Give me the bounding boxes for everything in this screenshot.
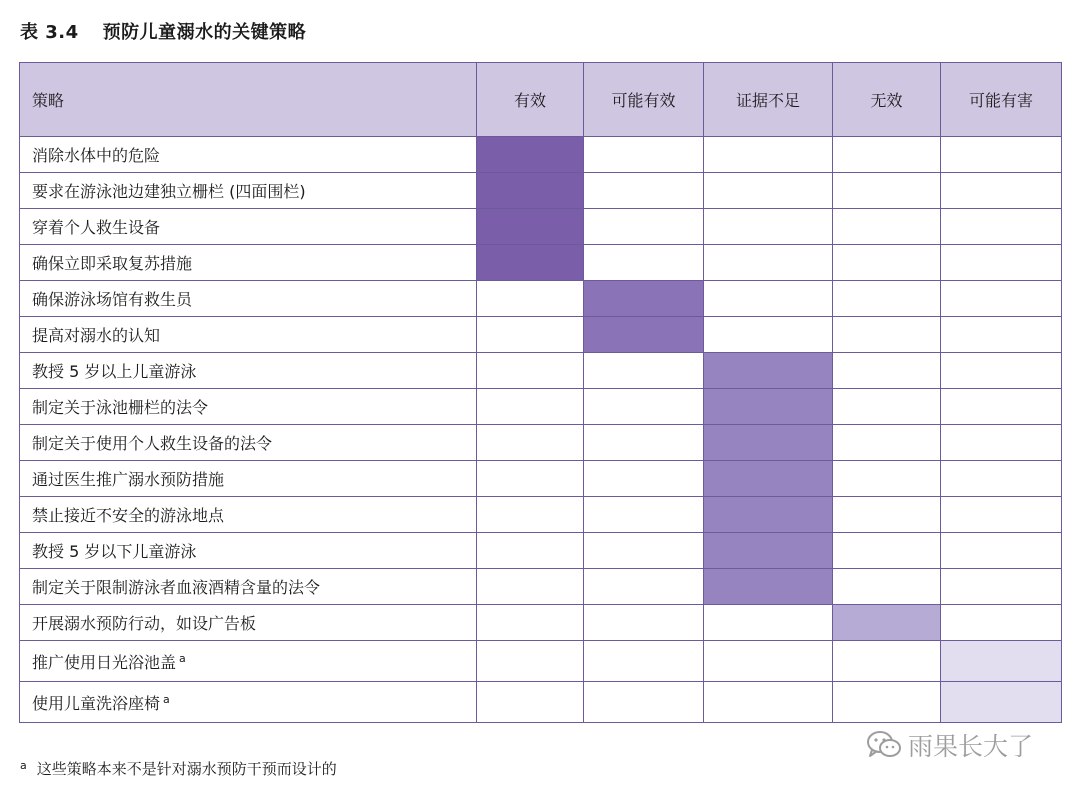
rating-cell [477, 682, 584, 723]
footnote-mark: a [20, 759, 27, 772]
rating-cell [584, 245, 704, 281]
table-row [20, 281, 1062, 317]
footnote-text: 这些策略本来不是针对溺水预防干预而设计的 [36, 760, 337, 778]
table-body [20, 137, 1062, 723]
rating-cell [941, 137, 1062, 173]
table-row [20, 389, 1062, 425]
rating-cell [477, 317, 584, 353]
rating-cell [833, 461, 941, 497]
watermark-text: 雨果长大了 [908, 732, 1034, 761]
rating-cell [833, 425, 941, 461]
strategy-name [20, 245, 477, 281]
strategy-label: 穿着个人救生设备 [32, 218, 161, 237]
rating-cell-filled [704, 533, 833, 569]
rating-cell [584, 353, 704, 389]
strategy-name [20, 682, 477, 723]
rating-cell [941, 605, 1062, 641]
table-row [20, 353, 1062, 389]
table-row [20, 569, 1062, 605]
rating-cell-filled [704, 569, 833, 605]
strategy-name [20, 497, 477, 533]
table-row [20, 533, 1062, 569]
strategy-label: 消除水体中的危险 [32, 146, 161, 165]
rating-cell [941, 353, 1062, 389]
wechat-icon [866, 730, 902, 760]
table-row [20, 173, 1062, 209]
strategy-label: 通过医生推广溺水预防措施 [32, 470, 225, 489]
rating-cell [833, 353, 941, 389]
table-title: 预防儿童溺水的关键策略 [102, 22, 307, 43]
rating-cell-filled [941, 682, 1062, 723]
table-row [20, 682, 1062, 723]
rating-cell [704, 173, 833, 209]
rating-cell [704, 641, 833, 682]
rating-cell-filled [477, 173, 584, 209]
watermark [866, 727, 1033, 763]
rating-cell-filled [941, 641, 1062, 682]
rating-cell [833, 281, 941, 317]
header-ineffective: 无效 [833, 63, 941, 137]
rating-cell [584, 533, 704, 569]
table-row [20, 641, 1062, 682]
rating-cell [477, 461, 584, 497]
rating-cell [584, 569, 704, 605]
rating-cell [833, 137, 941, 173]
rating-cell [833, 682, 941, 723]
rating-cell [584, 425, 704, 461]
strategy-label: 制定关于使用个人救生设备的法令 [32, 434, 273, 453]
strategy-name [20, 461, 477, 497]
strategy-name [20, 281, 477, 317]
rating-cell [941, 461, 1062, 497]
rating-cell [941, 245, 1062, 281]
rating-cell [941, 569, 1062, 605]
rating-cell-filled [584, 317, 704, 353]
rating-cell [477, 497, 584, 533]
rating-cell [584, 641, 704, 682]
strategy-label: 推广使用日光浴池盖 [32, 652, 177, 672]
strategy-label: 要求在游泳池边建独立栅栏 (四面围栏) [32, 182, 306, 201]
strategy-label: 制定关于限制游泳者血液酒精含量的法令 [32, 578, 321, 597]
rating-cell [704, 682, 833, 723]
table-number: 表 3.4 [20, 22, 79, 43]
rating-cell [833, 641, 941, 682]
rating-cell [833, 389, 941, 425]
rating-cell [833, 245, 941, 281]
rating-cell-filled [704, 425, 833, 461]
rating-cell [704, 137, 833, 173]
rating-cell [477, 605, 584, 641]
table-row [20, 245, 1062, 281]
rating-cell [584, 173, 704, 209]
rating-cell [584, 605, 704, 641]
strategy-name [20, 389, 477, 425]
strategy-name [20, 605, 477, 641]
strategy-name [20, 173, 477, 209]
rating-cell [941, 389, 1062, 425]
strategy-label: 使用儿童洗浴座椅 [32, 693, 161, 713]
rating-cell [704, 245, 833, 281]
rating-cell [584, 389, 704, 425]
footnote [20, 758, 337, 779]
rating-cell [941, 317, 1062, 353]
rating-cell-filled [704, 461, 833, 497]
rating-cell [704, 281, 833, 317]
table-row [20, 605, 1062, 641]
table-row [20, 317, 1062, 353]
strategy-label: 制定关于泳池栅栏的法令 [32, 398, 209, 417]
rating-cell [584, 461, 704, 497]
rating-cell [833, 209, 941, 245]
rating-cell-filled [704, 497, 833, 533]
strategy-name [20, 425, 477, 461]
rating-cell [584, 137, 704, 173]
rating-cell [833, 497, 941, 533]
rating-cell [941, 209, 1062, 245]
header-insufficient-evidence: 证据不足 [704, 63, 833, 137]
rating-cell-filled [584, 281, 704, 317]
header-potentially-harmful: 可能有害 [941, 63, 1062, 137]
rating-cell [584, 682, 704, 723]
rating-cell [477, 569, 584, 605]
rating-cell [704, 209, 833, 245]
strategy-name [20, 569, 477, 605]
rating-cell [833, 173, 941, 209]
rating-cell [941, 425, 1062, 461]
rating-cell [477, 533, 584, 569]
rating-cell [477, 353, 584, 389]
table-caption [20, 18, 306, 44]
rating-cell-filled [477, 209, 584, 245]
rating-cell [941, 533, 1062, 569]
header-probably-effective: 可能有效 [584, 63, 704, 137]
footnote-marker: a [179, 651, 186, 665]
strategy-label: 教授 5 岁以上儿童游泳 [32, 362, 197, 381]
strategy-table [19, 62, 1062, 723]
rating-cell [833, 569, 941, 605]
strategy-label: 确保游泳场馆有救生员 [32, 290, 193, 309]
table-row [20, 497, 1062, 533]
rating-cell [941, 281, 1062, 317]
rating-cell [704, 605, 833, 641]
rating-cell-filled [477, 137, 584, 173]
rating-cell [833, 533, 941, 569]
strategy-label: 提高对溺水的认知 [32, 326, 161, 345]
strategy-name [20, 353, 477, 389]
header-strategy: 策略 [20, 63, 477, 137]
table-row [20, 425, 1062, 461]
header-row [20, 63, 1062, 137]
strategy-label: 开展溺水预防行动，如设广告板 [32, 614, 257, 633]
strategy-name [20, 137, 477, 173]
rating-cell [833, 317, 941, 353]
rating-cell [584, 209, 704, 245]
rating-cell [477, 389, 584, 425]
rating-cell [477, 425, 584, 461]
strategy-name [20, 209, 477, 245]
strategy-label: 禁止接近不安全的游泳地点 [32, 506, 225, 525]
rating-cell-filled [477, 245, 584, 281]
rating-cell [584, 497, 704, 533]
footnote-marker: a [163, 692, 170, 706]
strategy-name [20, 533, 477, 569]
strategy-name [20, 317, 477, 353]
rating-cell-filled [704, 389, 833, 425]
rating-cell [477, 281, 584, 317]
strategy-label: 教授 5 岁以下儿童游泳 [32, 542, 197, 561]
rating-cell [941, 497, 1062, 533]
table-row [20, 461, 1062, 497]
table-row [20, 137, 1062, 173]
table-row [20, 209, 1062, 245]
header-effective: 有效 [477, 63, 584, 137]
rating-cell [477, 641, 584, 682]
rating-cell [941, 173, 1062, 209]
strategy-label: 确保立即采取复苏措施 [32, 254, 193, 273]
rating-cell [704, 317, 833, 353]
rating-cell-filled [704, 353, 833, 389]
rating-cell-filled [833, 605, 941, 641]
strategy-name [20, 641, 477, 682]
